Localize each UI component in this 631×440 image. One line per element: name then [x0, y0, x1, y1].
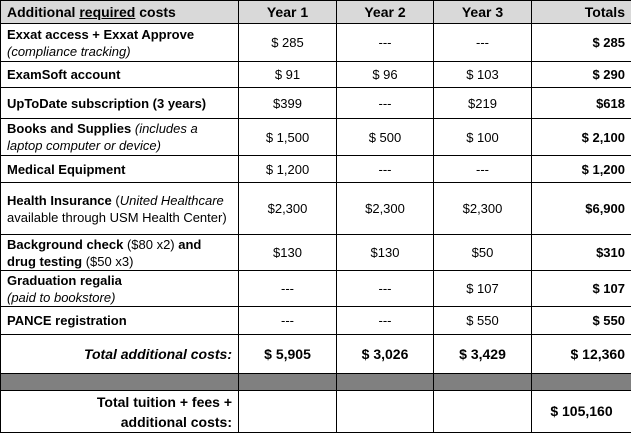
cell-year3: ---: [434, 24, 532, 62]
cell-total: $ 1,200: [532, 156, 631, 183]
cell-year1: $2,300: [239, 183, 337, 235]
cell-year3: $2,300: [434, 183, 532, 235]
header-year2: Year 2: [337, 1, 434, 24]
row-label: Health Insurance (United Healthcare available through USM Health Center): [1, 183, 239, 235]
separator-cell: [532, 374, 631, 391]
header-year3: Year 3: [434, 1, 532, 24]
total-year3: $ 3,429: [434, 335, 532, 374]
table-row: [1, 183, 631, 235]
cell-total: $ 290: [532, 62, 631, 88]
cell-year1: $130: [239, 235, 337, 271]
header-totals: Totals: [532, 1, 631, 24]
separator-row: [1, 374, 631, 391]
cell-year2: ---: [337, 88, 434, 119]
cell-year1: $ 285: [239, 24, 337, 62]
total-year2: $ 3,026: [337, 335, 434, 374]
separator-cell: [434, 374, 532, 391]
row-label: Exxat access + Exxat Approve (compliance tracking): [1, 24, 239, 62]
header-row: [1, 1, 631, 24]
separator-cell: [1, 374, 239, 391]
cell-year2: $ 96: [337, 62, 434, 88]
total-all: $ 12,360: [532, 335, 631, 374]
cell-year3: $ 107: [434, 271, 532, 307]
cell-year2: $130: [337, 235, 434, 271]
cell-year2: ---: [337, 156, 434, 183]
total-additional-label: Total additional costs:: [1, 335, 239, 374]
cell-total: $ 107: [532, 271, 631, 307]
cell-total: $618: [532, 88, 631, 119]
cell-year2: $2,300: [337, 183, 434, 235]
table-row: [1, 24, 631, 62]
cell-year2: $ 500: [337, 119, 434, 156]
row-label: Graduation regalia (paid to bookstore): [1, 271, 239, 307]
empty-cell: [434, 391, 532, 433]
cell-year2: ---: [337, 271, 434, 307]
grand-total-row: [1, 391, 631, 433]
table-row: [1, 307, 631, 335]
separator-cell: [239, 374, 337, 391]
header-year1: Year 1: [239, 1, 337, 24]
cell-year3: $219: [434, 88, 532, 119]
row-label: ExamSoft account: [1, 62, 239, 88]
cell-total: $ 550: [532, 307, 631, 335]
cell-year3: $ 550: [434, 307, 532, 335]
cell-year1: $ 91: [239, 62, 337, 88]
table-row: [1, 235, 631, 271]
grand-total-value: $ 105,160: [532, 391, 631, 433]
row-label: PANCE registration: [1, 307, 239, 335]
separator-cell: [337, 374, 434, 391]
empty-cell: [239, 391, 337, 433]
grand-total-label: Total tuition + fees + additional costs:: [1, 391, 239, 433]
cell-year1: $399: [239, 88, 337, 119]
cell-year2: ---: [337, 307, 434, 335]
total-year1: $ 5,905: [239, 335, 337, 374]
cell-total: $6,900: [532, 183, 631, 235]
cell-year3: $50: [434, 235, 532, 271]
table-row: [1, 156, 631, 183]
cell-total: $ 285: [532, 24, 631, 62]
empty-cell: [337, 391, 434, 433]
cell-total: $310: [532, 235, 631, 271]
table-row: [1, 119, 631, 156]
cell-year3: ---: [434, 156, 532, 183]
cell-total: $ 2,100: [532, 119, 631, 156]
cell-year3: $ 100: [434, 119, 532, 156]
total-additional-row: [1, 335, 631, 374]
table-row: [1, 271, 631, 307]
row-label: Medical Equipment: [1, 156, 239, 183]
cell-year1: ---: [239, 271, 337, 307]
table-row: [1, 62, 631, 88]
row-label: Books and Supplies (includes a laptop computer or device): [1, 119, 239, 156]
cell-year1: ---: [239, 307, 337, 335]
cell-year2: ---: [337, 24, 434, 62]
cell-year3: $ 103: [434, 62, 532, 88]
table-row: [1, 88, 631, 119]
row-label: Background check ($80 x2) and drug testing ($50 x3): [1, 235, 239, 271]
header-label: Additional required costs: [1, 1, 239, 24]
cell-year1: $ 1,500: [239, 119, 337, 156]
row-label: UpToDate subscription (3 years): [1, 88, 239, 119]
cell-year1: $ 1,200: [239, 156, 337, 183]
